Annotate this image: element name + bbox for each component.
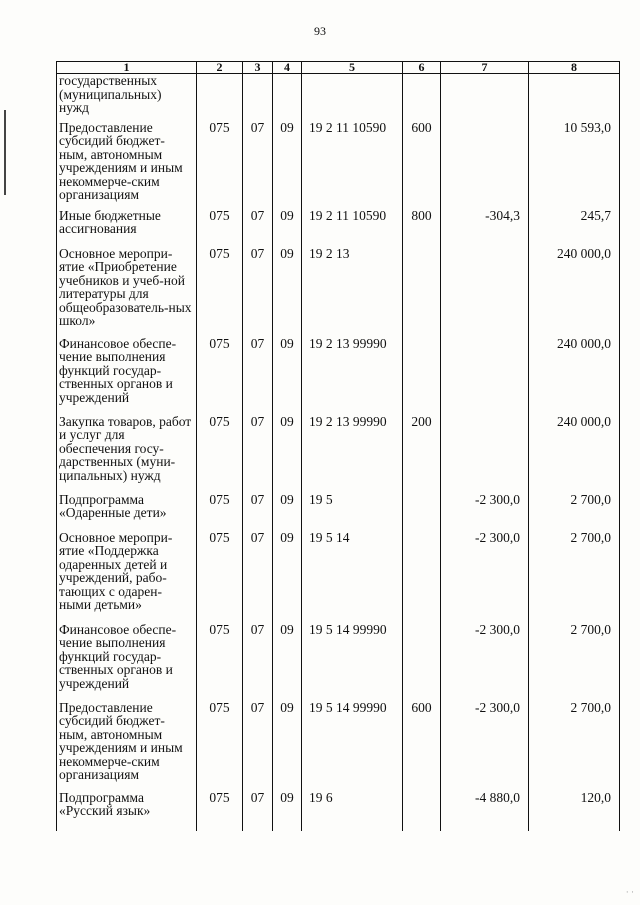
cell-amount: 2 700,0 [529, 621, 620, 699]
cell-section: 07 [243, 699, 273, 789]
cell-name: Предоставление субсидий бюджет-ным, автономным учреждениям и иным некоммерче-ским организациям [57, 119, 197, 207]
cell-name: Основное меропри-ятие «Поддержка одаренных детей и учреждений, рабо-тающих с одарен-ными детьми» [57, 529, 197, 621]
cell-amount: 240 000,0 [529, 413, 620, 491]
cell-change: -2 300,0 [441, 699, 529, 789]
cell-section: 07 [243, 119, 273, 207]
cell-amount: 10 593,0 [529, 119, 620, 207]
cell-ministry: 075 [197, 335, 243, 413]
cell-name: Иные бюджетные ассигнования [57, 207, 197, 245]
cell-subsection [273, 74, 302, 119]
cell-target-article: 19 2 13 [302, 245, 403, 335]
cell-target-article: 19 5 [302, 491, 403, 529]
cell-section: 07 [243, 245, 273, 335]
cell-ministry: 075 [197, 789, 243, 831]
cell-target-article: 19 2 13 99990 [302, 413, 403, 491]
cell-change [441, 74, 529, 119]
cell-section: 07 [243, 335, 273, 413]
cell-expense-type [403, 74, 441, 119]
cell-section: 07 [243, 413, 273, 491]
column-header-2: 2 [197, 62, 243, 74]
table-row [57, 413, 620, 491]
table-row [57, 529, 620, 621]
column-header-4: 4 [273, 62, 302, 74]
cell-expense-type: 200 [403, 413, 441, 491]
cell-target-article: 19 5 14 99990 [302, 699, 403, 789]
cell-amount: 240 000,0 [529, 245, 620, 335]
cell-change: -2 300,0 [441, 491, 529, 529]
cell-expense-type: 800 [403, 207, 441, 245]
cell-subsection: 09 [273, 699, 302, 789]
table-row [57, 335, 620, 413]
table-header [57, 62, 620, 74]
cell-expense-type [403, 245, 441, 335]
cell-expense-type: 600 [403, 119, 441, 207]
table-row [57, 74, 620, 119]
cell-name: Основное меропри-ятие «Приобретение учебников и учеб-ной литературы для общеобразователь-ных школ» [57, 245, 197, 335]
cell-subsection: 09 [273, 245, 302, 335]
cell-ministry: 075 [197, 699, 243, 789]
cell-name: Закупка товаров, работ и услуг для обеспечения госу-дарственных (муни-ципальных) нужд [57, 413, 197, 491]
column-header-8: 8 [529, 62, 620, 74]
cell-ministry: 075 [197, 491, 243, 529]
cell-subsection: 09 [273, 413, 302, 491]
table-row [57, 245, 620, 335]
cell-amount: 245,7 [529, 207, 620, 245]
cell-subsection: 09 [273, 335, 302, 413]
cell-change: -304,3 [441, 207, 529, 245]
cell-change [441, 335, 529, 413]
cell-name: Предоставление субсидий бюджет-ным, автономным учреждениям и иным некоммерче-ским организациям [57, 699, 197, 789]
cell-name: Подпрограмма «Одаренные дети» [57, 491, 197, 529]
cell-ministry: 075 [197, 621, 243, 699]
cell-section [243, 74, 273, 119]
cell-subsection: 09 [273, 119, 302, 207]
cell-expense-type: 600 [403, 699, 441, 789]
cell-target-article: 19 2 11 10590 [302, 119, 403, 207]
cell-subsection: 09 [273, 207, 302, 245]
cell-ministry [197, 74, 243, 119]
cell-expense-type [403, 621, 441, 699]
cell-change: -2 300,0 [441, 621, 529, 699]
cell-amount: 2 700,0 [529, 529, 620, 621]
cell-change: -2 300,0 [441, 529, 529, 621]
cell-target-article: 19 2 13 99990 [302, 335, 403, 413]
cell-target-article [302, 74, 403, 119]
cell-change [441, 119, 529, 207]
table-row [57, 207, 620, 245]
cell-subsection: 09 [273, 491, 302, 529]
cell-change [441, 245, 529, 335]
header-row [57, 62, 620, 74]
cell-amount: 2 700,0 [529, 491, 620, 529]
cell-ministry: 075 [197, 413, 243, 491]
column-header-5: 5 [302, 62, 403, 74]
cell-ministry: 075 [197, 207, 243, 245]
cell-ministry: 075 [197, 245, 243, 335]
cell-target-article: 19 6 [302, 789, 403, 831]
cell-ministry: 075 [197, 119, 243, 207]
budget-table [56, 61, 619, 831]
table-row [57, 621, 620, 699]
scan-margin-mark [4, 110, 6, 195]
cell-name: Подпрограмма «Русский язык» [57, 789, 197, 831]
cell-expense-type [403, 789, 441, 831]
cell-amount [529, 74, 620, 119]
cell-subsection: 09 [273, 621, 302, 699]
cell-change: -4 880,0 [441, 789, 529, 831]
scan-specks: · · [625, 887, 634, 897]
cell-change [441, 413, 529, 491]
column-header-6: 6 [403, 62, 441, 74]
cell-amount: 2 700,0 [529, 699, 620, 789]
cell-section: 07 [243, 789, 273, 831]
cell-name: государственных (муниципальных) нужд [57, 74, 197, 119]
cell-section: 07 [243, 207, 273, 245]
cell-amount: 240 000,0 [529, 335, 620, 413]
cell-ministry: 075 [197, 529, 243, 621]
cell-section: 07 [243, 529, 273, 621]
cell-expense-type [403, 335, 441, 413]
cell-subsection: 09 [273, 789, 302, 831]
cell-subsection: 09 [273, 529, 302, 621]
table-body [57, 74, 620, 831]
cell-section: 07 [243, 491, 273, 529]
page-number: 93 [314, 24, 326, 38]
cell-expense-type [403, 491, 441, 529]
column-header-1: 1 [57, 62, 197, 74]
table-row [57, 789, 620, 831]
cell-amount: 120,0 [529, 789, 620, 831]
table-row [57, 699, 620, 789]
cell-target-article: 19 2 11 10590 [302, 207, 403, 245]
cell-name: Финансовое обеспе-чение выполнения функций государ-ственных органов и учреждений [57, 335, 197, 413]
table-row [57, 491, 620, 529]
cell-expense-type [403, 529, 441, 621]
cell-section: 07 [243, 621, 273, 699]
cell-target-article: 19 5 14 [302, 529, 403, 621]
cell-name: Финансовое обеспе-чение выполнения функций государ-ственных органов и учреждений [57, 621, 197, 699]
column-header-3: 3 [243, 62, 273, 74]
column-header-7: 7 [441, 62, 529, 74]
table-row [57, 119, 620, 207]
cell-target-article: 19 5 14 99990 [302, 621, 403, 699]
